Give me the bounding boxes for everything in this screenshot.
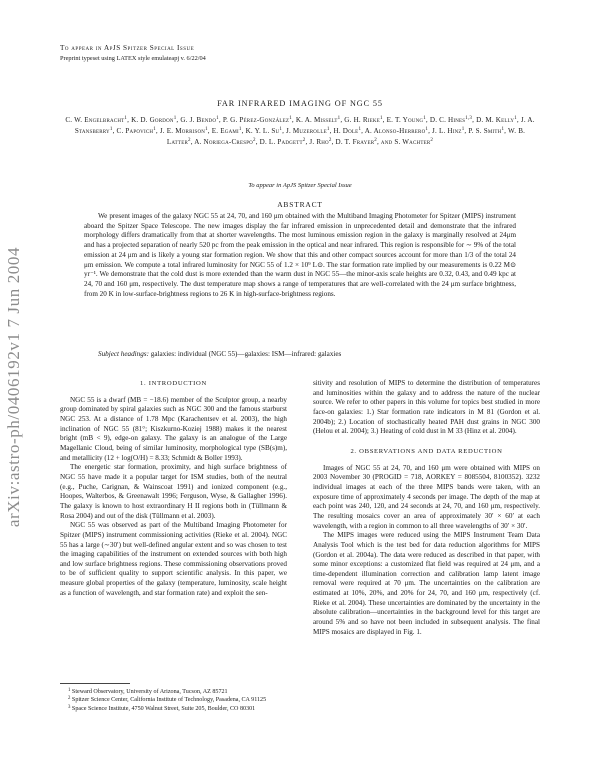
intro-paragraph-1: NGC 55 is a dwarf (MB = −18.6) member of the Sculptor group, a nearby group dominated by spiral galaxies such as NGC 300 and the famous starburst NGC 253. At a distance of 1.78 Mpc (Karachentsev et al. 2003), the high inclination of NGC 55 (81°; Kiszkurno-Koziej 1988) makes it the nearest bright (mB < 9), edge-on galaxy. The galaxy is an analogue of the Large Magellanic Cloud, being of similar luminosity, morphological type (SB(s)m), and metallicity (12 + log(O/H) = 8.33; Schmidt & Boller 1993). — [60, 395, 287, 462]
author-name: J. A. Stansberry — [74, 116, 535, 135]
author-affiliation-mark: 1 — [337, 116, 341, 121]
footnote-item — [60, 705, 287, 713]
intro-paragraph-3: NGC 55 was observed as part of the Multiband Imaging Photometer for Spitzer (MIPS) instrument commissioning activities (Rieke et al. 2004). NGC 55 has a large (∼30′) but well-defined angular extent and so was chosen to test the imaging capabilities of the instrument on extended sources with both high and low surface brightness regions. These commissioning observations proved to be of sufficient quality to support scientific analysis. In this paper, we measure global properties of the galaxy (temperature, luminosity, scale height as a function of wavelength, and star formation rate) and exploit the sen- — [60, 521, 287, 597]
author-affiliation-mark: 2 — [374, 137, 377, 143]
observations-paragraph-1: Images of NGC 55 at 24, 70, and 160 μm were obtained with MIPS on 2003 November 30 (PROGID = 718, AORKEY = 8085504, 8100352). 3232 individual images at each of the three MIPS bands were taken, with an exposure time of approximately 4 seconds per image. The depth of the map at each point was 240, 120, and 24 seconds at 24, 70, and 160 μm, respectively. The resulting mosaics cover an area of approximately 30′ × 60′ at each wavelength, with a region in common to all three wavelengths of 30′ × 30′. — [313, 463, 540, 530]
author-name: D. M. Kelly — [476, 116, 515, 124]
intro-paragraph-4: sitivity and resolution of MIPS to determine the distribution of temperatures and luminosities within the galaxy and to address the nature of the nuclear source. We refer to other papers in this volume for topics best studied in more face-on galaxies: 1.) Star formation rate indicators in M 81 (Gordon et al. 2004b); 2.) Location of stochastically heated PAH dust grains in NGC 300 (Helou et al. 2004); 3.) Heating of cold dust in M 33 (Hinz et al. 2004). — [313, 379, 540, 436]
author-affiliation-mark: 1 — [289, 116, 292, 121]
author-name: D. L. Padgett — [259, 137, 303, 146]
footnote-rule — [60, 683, 130, 684]
author-affiliation-mark: 1 — [216, 116, 219, 121]
footnote-mark: 2 — [68, 696, 71, 702]
author-name: K. Y. L. Su — [245, 126, 280, 135]
footnote-text: Steward Observatory, University of Arizona, Tucson, AZ 85721 — [70, 689, 228, 695]
footnotes — [60, 688, 287, 713]
author-name: E. T. Young — [386, 116, 424, 124]
footnote-mark: 3 — [68, 704, 71, 710]
author-affiliation-mark: 1 — [379, 116, 383, 121]
author-list: C. W. Engelbracht$^1$, K. D. Gordon$^1$, G. J. Bendo$^1$, P. G. Pérez-González$^1$, K. A. Misselt$^1$, G. H. Rieke$^1$, E. T. Young$^1$, D. C. Hines$^{1,3}$, D. M. Kelly$^1$, J. A. Stansberry$^1$, C. Papovich$^1$, J. E. Morrison$^1$, E. Egami$^1$, K. Y. L. Su$^1$, J. Muzerolle$^1$, H. Dole$^1$, A. Alonso-Herrero$^1$, J. L. Hinz$^1$, P. S. Smith$^1$, W. B. Latter$^2$, A. Noriega-Crespo$^2$, D. L. Padgett$^2$, J. Rho$^2$, D. T. Frayer$^2$, and S. Wachter$^2$ — [65, 116, 535, 146]
author-name: J. Rho — [309, 137, 329, 146]
author-affiliation-mark: 1 — [153, 126, 156, 132]
author-affiliation-mark: 1 — [173, 116, 177, 121]
author-name: G. J. Bendo — [180, 116, 217, 124]
author-name: K. A. Misselt — [295, 116, 338, 124]
arxiv-sidebar-stamp: arXiv:astro-ph/0406192v1 7 Jun 2004 — [4, 246, 23, 528]
author-name: P. G. Pérez-González — [222, 116, 290, 124]
author-affiliation-mark: 2 — [328, 137, 332, 143]
right-column — [313, 379, 540, 637]
author-name: W. B. Latter — [166, 126, 526, 146]
abstract-heading: ABSTRACT — [277, 200, 323, 209]
to-appear-note: To appear in ApJS Spitzer Special Issue — [248, 182, 352, 189]
author-name: J. E. Morrison — [159, 126, 206, 135]
author-name: C. W. Engelbracht — [65, 116, 125, 124]
subject-headings-label: Subject headings: — [98, 350, 149, 358]
author-affiliation-mark: 1 — [109, 126, 113, 132]
author-affiliation-mark: 1 — [461, 126, 465, 132]
preprint-line: Preprint typeset using LATEX style emulateapj v. 6/22/04 — [60, 55, 206, 62]
observations-paragraph-2: The MIPS images were reduced using the MIPS Instrument Team Data Analysis Tool which is the test bed for data reduction algorithms for MIPS (Gordon et al. 2004a). The data were reduced as described in that paper, with some minor exceptions: a customized flat field was required at 24 μm, and a time-dependent illumination correction and calibration lamp latent image removal were required at 70 μm. The uncertainties on the calibration are estimated at 10%, 20%, and 20% for 24, 70, and 160 μm, respectively (cf. Rieke et al. 2004). These uncertainties are dominated by the uncertainty in the absolute calibration—uncertainties in the background level for this target are around 5% and so have not been included in subsequent analysis. The final MIPS mosaics are displayed in Fig. 1. — [313, 531, 540, 636]
subject-headings — [98, 350, 516, 360]
subject-headings-text: galaxies: individual (NGC 55)—galaxies: ISM—infrared: galaxies — [150, 350, 342, 358]
intro-paragraph-2: The energetic star formation, proximity, and high surface brightness of NGC 55 have made it a popular target for ISM studies, both of the neutral (e.g., Puche, Carignan, & Wainscoat 1991) and ionized component (e.g., Hoopes, Walterbos, & Greenawalt 1996; Ferguson, Wyse, & Gallagher 1996). The galaxy is known to host extraordinary H II regions both in (Tüllmann & Rosa 2004) and out of the disk (Tüllmann et al. 2003). — [60, 463, 287, 520]
author-affiliation-mark: 2 — [302, 137, 306, 143]
footnote-mark: 1 — [68, 688, 71, 693]
author-name: and S. Wachter — [380, 137, 431, 146]
running-header: To appear in ApJS Spitzer Special Issue — [60, 44, 195, 52]
author-affiliation-mark: 1 — [514, 116, 517, 121]
author-name: A. Noriega-Crespo — [194, 137, 253, 146]
author-name: C. Papovich — [116, 126, 154, 135]
author-affiliation-mark: 1 — [501, 126, 505, 132]
author-affiliation-mark: 1 — [238, 126, 242, 132]
author-affiliation-mark: 2 — [187, 137, 191, 143]
abstract-text: We present images of the galaxy NGC 55 at 24, 70, and 160 μm obtained with the Multiband Imaging Photometer for Spitzer (MIPS) instrument aboard the Spitzer Space Telescope. The new images display the far infrared emission in unprecedented detail and demonstrate that the infrared morphology differs dramatically from that at shorter wavelengths. The most luminous emission region in the galaxy is marginally resolved at 24μm and has a projected separation of nearly 520 pc from the peak emission in the optical and near infrared. This region is responsible for ∼ 9% of the total emission at 24 μm and is likely a young star formation region. We show that this and other compact sources account for more than 1/3 of the total 24 μm emission. We compute a total infrared luminosity for NGC 55 of 1.2 × 10⁹ L⊙. The star formation rate implied by our measurements is 0.22 M⊙ yr⁻¹. We demonstrate that the cold dust is more extended than the warm dust in NGC 55—the minor-axis scale heights are 0.32, 0.43, and 0.49 kpc at 24, 70 and 160 μm, respectively. The dust temperature map shows a range of temperatures that are well-correlated with the 24 μm surface brightness, from 20 K in low-surface-brightness regions to 26 K in high-surface-brightness regions. — [84, 212, 516, 298]
author-name: D. T. Frayer — [335, 137, 375, 146]
author-affiliation-mark: 1 — [326, 126, 330, 132]
author-affiliation-mark: 1 — [124, 116, 128, 121]
author-name: K. D. Gordon — [131, 116, 174, 124]
author-affiliation-mark: 2 — [430, 137, 434, 143]
author-affiliation-mark: 1,3 — [465, 116, 473, 121]
author-name: J. L. Hinz — [432, 126, 462, 135]
paper-title: FAR INFRARED IMAGING OF NGC 55 — [217, 99, 383, 108]
author-affiliation-mark: 1 — [358, 126, 362, 132]
author-name: P. S. Smith — [468, 126, 502, 135]
author-affiliation-mark: 1 — [423, 116, 426, 121]
author-name: H. Dole — [333, 126, 359, 135]
observations-heading: 2. OBSERVATIONS AND DATA REDUCTION — [350, 447, 503, 455]
author-affiliation-mark: 2 — [253, 137, 256, 143]
footnote-text: Spitzer Science Center, California Institute of Technology, Pasadena, CA 91125 — [70, 697, 267, 704]
intro-heading: 1. INTRODUCTION — [140, 380, 207, 387]
author-name: E. Egami — [211, 126, 239, 135]
author-affiliation-mark: 1 — [279, 126, 283, 132]
author-name: D. C. Hines — [429, 116, 466, 124]
footnote-item — [60, 688, 287, 696]
footnote-item — [60, 696, 287, 704]
author-affiliation-mark: 1 — [425, 126, 429, 132]
author-name: A. Alonso-Herrero — [364, 126, 426, 135]
author-name: J. Muzerolle — [286, 126, 327, 135]
footnote-text: Space Science Institute, 4750 Walnut Street, Suite 205, Boulder, CO 80301 — [70, 705, 256, 712]
author-name: G. H. Rieke — [344, 116, 380, 124]
author-affiliation-mark: 1 — [205, 126, 208, 132]
left-column — [60, 379, 287, 598]
